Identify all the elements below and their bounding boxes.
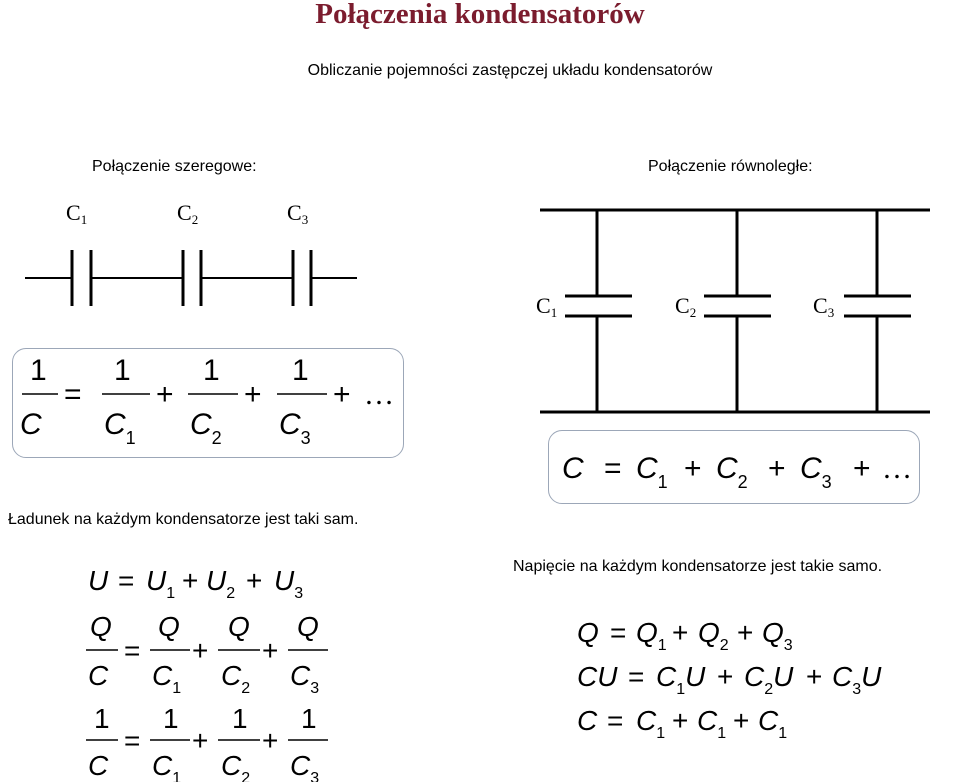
series-capacitor-labels xyxy=(66,200,308,227)
svg-text:C2: $C_2$ xyxy=(221,660,251,697)
svg-text:1: 1 xyxy=(292,354,309,387)
svg-text:…: … xyxy=(364,378,394,411)
parallel-formula xyxy=(562,452,912,492)
svg-text:+: + xyxy=(672,705,689,736)
svg-text:U: U xyxy=(88,565,109,596)
svg-text:+: + xyxy=(246,565,263,596)
svg-text:C2: $C_2$ xyxy=(190,408,222,448)
svg-text:C2: $C_2$ xyxy=(716,452,748,492)
svg-text:+: + xyxy=(717,661,734,692)
series-circuit-diagram xyxy=(25,250,357,306)
svg-text:+: + xyxy=(733,705,750,736)
series-label-c3: C3 xyxy=(287,200,309,227)
svg-text:+: + xyxy=(737,617,754,648)
svg-text:=: = xyxy=(124,725,141,756)
svg-text:1: 1 xyxy=(203,354,220,387)
svg-text:C1: $C_1$ xyxy=(636,452,668,492)
svg-text:C: C xyxy=(20,408,42,441)
svg-text:U1: $U_1$ xyxy=(146,565,176,602)
svg-text:U2: $U_2$ xyxy=(206,565,236,602)
series-heading: Połączenie szeregowe: xyxy=(92,158,257,175)
svg-text:=: = xyxy=(607,705,624,736)
series-formula xyxy=(20,354,394,448)
svg-text:C3: $C_3$ xyxy=(800,452,832,492)
parallel-circuit-diagram xyxy=(540,210,930,412)
svg-text:=: = xyxy=(64,378,82,411)
svg-text:C: C xyxy=(88,660,109,691)
svg-text:+: + xyxy=(853,452,871,485)
svg-text:C1: $C_1$ xyxy=(104,408,136,448)
svg-text:+: + xyxy=(262,635,279,666)
svg-text:+: + xyxy=(684,452,702,485)
page-title: Połączenia kondensatorów xyxy=(315,0,645,30)
svg-text:=: = xyxy=(118,565,135,596)
svg-text:Q: Q xyxy=(158,611,180,642)
svg-text:1: 1 xyxy=(94,703,110,734)
svg-text:C: C xyxy=(562,452,584,485)
svg-text:C2: $C_2$ xyxy=(221,750,251,782)
parallel-heading: Połączenie równoległe: xyxy=(648,158,813,175)
svg-text:+: + xyxy=(262,725,279,756)
svg-text:C2U: $C_2U$ xyxy=(744,661,794,698)
svg-text:Q: Q xyxy=(297,611,319,642)
svg-text:CU: CU xyxy=(577,661,618,692)
svg-text:Q3: $Q_3$ xyxy=(762,617,793,654)
svg-text:1: 1 xyxy=(301,703,317,734)
page-subtitle: Obliczanie pojemności zastępczej układu kondensatorów xyxy=(307,62,713,79)
svg-text:Q: Q xyxy=(577,617,599,648)
svg-text:+: + xyxy=(192,725,209,756)
svg-text:1: 1 xyxy=(163,703,179,734)
svg-text:+: + xyxy=(806,661,823,692)
series-label-c1: C1 xyxy=(66,200,88,227)
svg-text:C: C xyxy=(88,750,109,781)
svg-text:1: 1 xyxy=(30,354,47,387)
svg-text:+: + xyxy=(768,452,786,485)
svg-text:C: C xyxy=(577,705,598,736)
svg-text:C1: $C_1$ xyxy=(152,660,182,697)
svg-text:U3: $U_3$ xyxy=(274,565,304,602)
svg-text:+: + xyxy=(672,617,689,648)
svg-text:Q2: $Q_2$ xyxy=(698,617,729,654)
svg-text:C3: $C_3$ xyxy=(290,750,320,782)
series-label-c2: C2 xyxy=(177,200,199,227)
svg-text:…: … xyxy=(882,452,912,485)
series-charge-note: Ładunek na każdym kondensatorze jest taki sam. xyxy=(8,511,359,528)
svg-text:C1: $C_1$ xyxy=(758,705,788,742)
svg-text:C1U: $C_1U$ xyxy=(656,661,706,698)
svg-text:+: + xyxy=(244,378,262,411)
svg-text:C1: $C_1$ xyxy=(152,750,182,782)
svg-text:1: 1 xyxy=(232,703,248,734)
parallel-voltage-note: Napięcie na każdym kondensatorze jest takie samo. xyxy=(513,558,883,575)
series-derivation xyxy=(86,565,328,782)
svg-text:+: + xyxy=(156,378,174,411)
parallel-derivation xyxy=(577,617,882,742)
svg-text:C3: $C_3$ xyxy=(279,408,311,448)
svg-text:=: = xyxy=(604,452,622,485)
svg-text:+: + xyxy=(333,378,351,411)
svg-text:C3: $C_3$ xyxy=(290,660,320,697)
svg-text:=: = xyxy=(124,635,141,666)
parallel-label-c1: C1 xyxy=(536,293,558,320)
svg-text:Q1: $Q_1$ xyxy=(636,617,667,654)
svg-text:1: 1 xyxy=(114,354,131,387)
parallel-label-c2: C2 xyxy=(675,293,697,320)
svg-text:=: = xyxy=(610,617,627,648)
svg-text:+: + xyxy=(192,635,209,666)
svg-text:C1: $C_1$ xyxy=(697,705,727,742)
svg-text:Q: Q xyxy=(90,611,112,642)
parallel-label-c3: C3 xyxy=(813,293,835,320)
svg-text:Q: Q xyxy=(228,611,250,642)
svg-text:=: = xyxy=(628,661,645,692)
svg-text:C3U: $C_3U$ xyxy=(832,661,882,698)
svg-text:C1: $C_1$ xyxy=(636,705,666,742)
svg-text:+: + xyxy=(182,565,199,596)
